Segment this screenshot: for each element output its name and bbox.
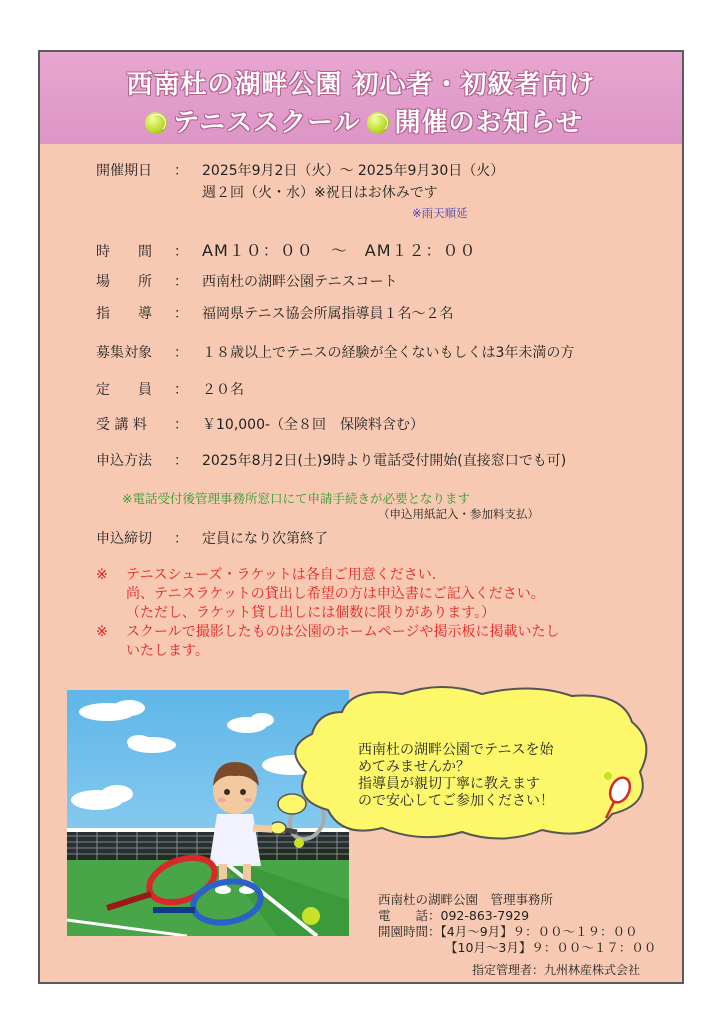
note-mark: ※ xyxy=(96,624,108,640)
title-notice: 開催のお知らせ xyxy=(394,108,583,138)
tennis-ball-icon xyxy=(145,112,167,134)
office-name: 西南杜の湖畔公園 管理事務所 xyxy=(378,892,554,907)
title-band xyxy=(40,52,682,144)
note-1b: 尚、テニスラケットの貸出し希望の方は申込書にご記入ください。 xyxy=(126,586,545,602)
target-label: 募集対象 xyxy=(96,345,152,361)
colon: ： xyxy=(174,163,188,179)
colon: ： xyxy=(174,382,188,398)
time-label: 時 間 xyxy=(96,244,152,260)
deadline-row xyxy=(96,528,328,548)
coach-row xyxy=(96,303,453,323)
note-2a: スクールで撮影したものは公園のホームページや掲示板に掲載いたし xyxy=(126,624,560,640)
tel-label: 電 話 xyxy=(378,908,429,923)
capacity-row xyxy=(96,379,244,399)
capacity-label: 定 員 xyxy=(96,382,152,398)
note-2b: いたします。 xyxy=(126,643,209,659)
deadline-label: 申込締切 xyxy=(96,531,152,547)
colon: ： xyxy=(174,306,188,322)
fee-label: 受 講 料 xyxy=(96,417,147,433)
place-value: 西南杜の湖畔公園テニスコート xyxy=(202,274,398,290)
place-label: 場 所 xyxy=(96,274,152,290)
hours-winter: 【10月～3月】９：００～１７：００ xyxy=(445,940,657,955)
apply-label: 申込方法 xyxy=(96,453,152,469)
bubble-line-3: 指導員が親切丁寧に教えます xyxy=(358,776,540,792)
colon: ： xyxy=(174,531,188,547)
designated-manager: 指定管理者：九州林産株式会社 xyxy=(472,963,641,977)
time-row xyxy=(96,238,477,261)
title-school: テニススクール xyxy=(173,108,361,138)
colon: ： xyxy=(174,274,188,290)
capacity-value: ２０名 xyxy=(202,382,244,398)
colon: ： xyxy=(174,453,188,469)
coach-label: 指 導 xyxy=(96,306,152,322)
coach-value: 福岡県テニス協会所属指導員１名～２名 xyxy=(202,306,454,322)
colon: ： xyxy=(174,417,188,433)
note-1c: （ただし、ラケット貸し出しには個数に限りがあります。） xyxy=(126,605,496,621)
dates-value: 2025年9月2日（火）～ 2025年9月30日（火） xyxy=(202,163,505,179)
hours-summer: ：【4月～9月】９：００～１９：００ xyxy=(428,924,638,939)
apply-row xyxy=(96,450,566,470)
fee-row xyxy=(96,414,424,434)
fee-value: ￥10,000-（全８回 保険料含む） xyxy=(202,417,425,433)
apply-note: ※電話受付後管理事務所窓口にて申請手続きが必要となります xyxy=(122,491,470,506)
bubble-line-2: めてみませんか？ xyxy=(358,759,470,775)
tennis-ball-icon xyxy=(367,112,389,134)
dates-sub: 週２回（火・水）※祝日はお休みです xyxy=(202,185,438,201)
note-mark: ※ xyxy=(96,567,108,583)
apply-value: 2025年8月2日(土)9時より電話受付開始(直接窓口でも可) xyxy=(202,453,567,469)
bubble-line-1: 西南杜の湖畔公園でテニスを始 xyxy=(358,742,554,758)
bubble-text xyxy=(358,742,554,810)
dates-row xyxy=(96,160,504,180)
note-1 xyxy=(96,566,559,661)
target-value: １８歳以上でテニスの経験が全くないもしくは3年未満の方 xyxy=(202,345,575,361)
hours-label: 開園時間 xyxy=(378,924,429,939)
title-line-2 xyxy=(40,102,682,139)
bubble-line-4: ので安心してご参加ください！ xyxy=(358,793,554,809)
contact-block xyxy=(378,892,656,956)
apply-note-2: （申込用紙記入・参加料支払） xyxy=(378,507,539,521)
deadline-value: 定員になり次第終了 xyxy=(202,531,328,547)
dates-label: 開催期日 xyxy=(96,163,152,179)
tel-number: ：092-863-7929 xyxy=(428,908,530,923)
note-1a: テニスシューズ・ラケットは各自ご用意ください. xyxy=(126,567,437,583)
place-row xyxy=(96,271,397,291)
title-line-1: 西南杜の湖畔公園 初心者・初級者向け xyxy=(126,70,596,100)
target-row xyxy=(96,342,574,362)
colon: ： xyxy=(174,244,188,260)
colon: ： xyxy=(174,345,188,361)
time-value: AM１０：００ ～ AM１２：００ xyxy=(202,241,477,260)
rain-note: ※雨天順延 xyxy=(412,206,468,220)
flyer-sheet xyxy=(38,50,684,984)
tennis-ball-icon xyxy=(302,907,320,925)
